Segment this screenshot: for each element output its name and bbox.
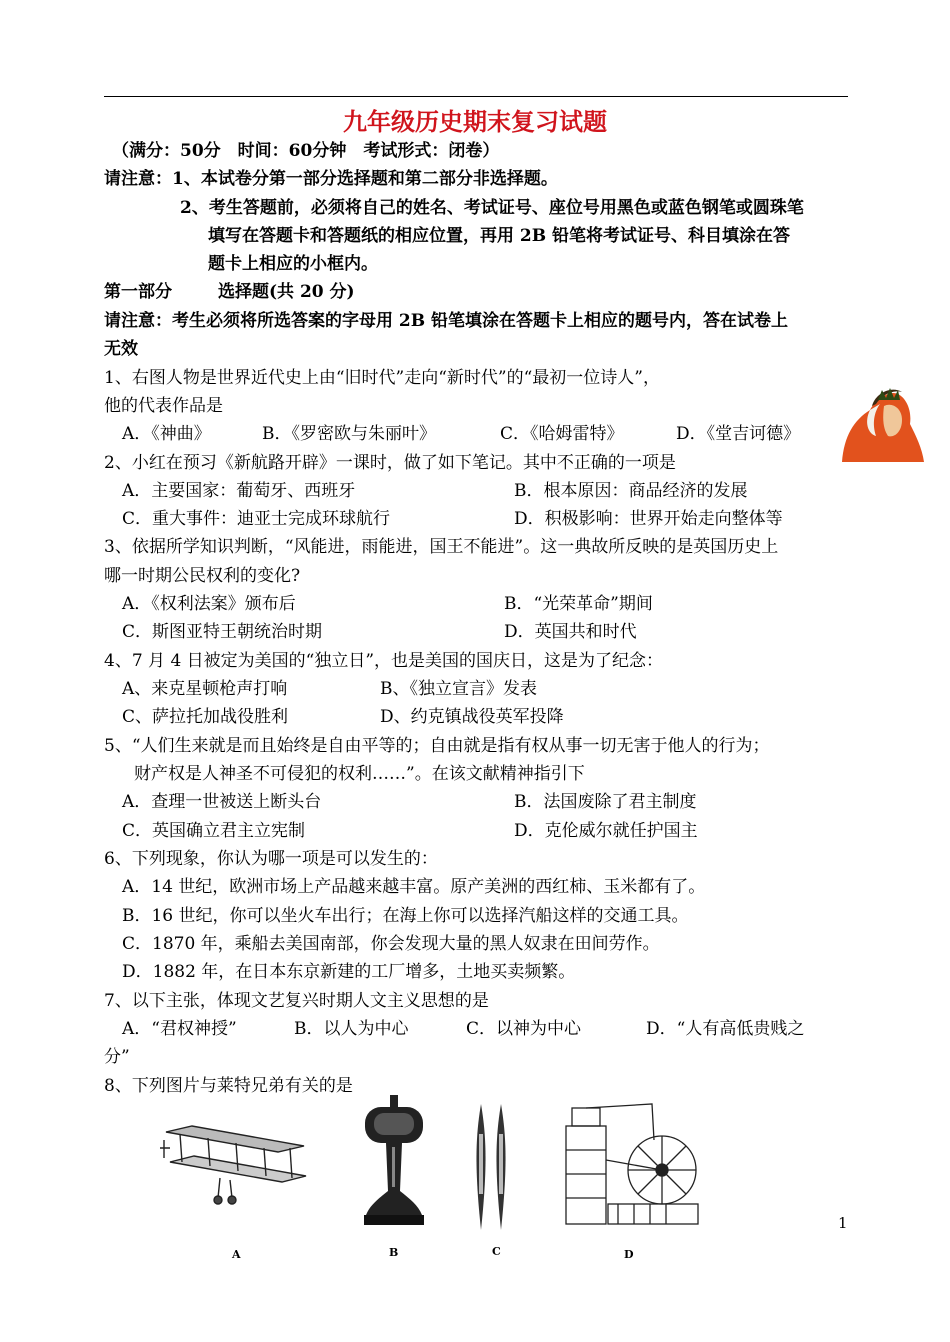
q5-option-c: C．英国确立君主立宪制	[122, 821, 306, 841]
q2-option-a: A．主要国家：葡萄牙、西班牙	[122, 481, 356, 501]
figure-a-label: A	[232, 1248, 241, 1261]
figure-b-label: B	[389, 1246, 399, 1259]
figure-c-label: C	[492, 1245, 501, 1258]
q4-stem: 4、7 月 4 日被定为美国的“独立日”，也是美国的国庆日，这是为了纪念：	[104, 651, 664, 671]
part1-notice-2: 无效	[104, 339, 138, 359]
q8-stem: 8、下列图片与莱特兄弟有关的是	[104, 1076, 353, 1096]
figure-d-label: D	[624, 1248, 634, 1261]
q5-stem-1: 5、“人们生来就是而且始终是自由平等的；自由就是指有权从事一切无害于他人的行为；	[104, 736, 770, 756]
exam-meta: （满分：50分 时间：60分钟 考试形式：闭卷）	[112, 141, 500, 161]
q2-stem: 2、小红在预习《新航路开辟》一课时，做了如下笔记。其中不正确的一项是	[104, 453, 676, 473]
q1-option-a: A．《神曲》	[122, 424, 211, 444]
q2-option-d: D．积极影响：世界开始走向整体等	[514, 509, 783, 529]
q2-option-b: B．根本原因：商品经济的发展	[514, 481, 748, 501]
header-rule	[104, 96, 848, 97]
q1-stem-2: 他的代表作品是	[104, 396, 223, 416]
q7-option-d: D．“人有高低贵贱之	[646, 1019, 805, 1039]
part1-heading-label: 第一部分	[104, 282, 172, 302]
notice-line-1: 请注意：1、本试卷分第一部分选择题和第二部分非选择题。	[104, 169, 558, 189]
figure-d-steam-engine	[562, 1100, 702, 1230]
q5-option-b: B．法国废除了君主制度	[514, 792, 697, 812]
q1-stem-1: 1、右图人物是世界近代史上由“旧时代”走向“新时代”的“最初一位诗人”，	[104, 368, 660, 388]
q4-option-a: A、来克星顿枪声打响	[122, 679, 288, 699]
q5-option-a: A．查理一世被送上断头台	[122, 792, 322, 812]
part1-heading-title: 选择题(共 20 分)	[218, 282, 355, 302]
q6-option-d: D．1882 年，在日本东京新建的工厂增多，土地买卖频繁。	[122, 962, 576, 982]
q4-option-c: C、萨拉托加战役胜利	[122, 707, 289, 727]
q7-option-c: C．以神为中心	[466, 1019, 582, 1039]
q5-option-d: D．克伦威尔就任护国主	[514, 821, 698, 841]
figure-b-device	[360, 1095, 430, 1233]
q6-stem: 6、下列现象，你认为哪一项是可以发生的：	[104, 849, 438, 869]
page-title: 九年级历史期末复习试题	[343, 108, 607, 136]
q4-option-b: B、《独立宣言》发表	[380, 679, 537, 699]
q4-option-d: D、约克镇战役英军投降	[380, 707, 564, 727]
q3-option-c: C．斯图亚特王朝统治时期	[122, 622, 323, 642]
q1-option-b: B．《罗密欧与朱丽叶》	[262, 424, 436, 444]
notice-line-2: 2、考生答题前，必须将自己的姓名、考试证号、座位号用黑色或蓝色钢笔或圆珠笔	[180, 198, 804, 218]
figure-a-airplane	[160, 1118, 310, 1208]
notice-line-3: 填写在答题卡和答题纸的相应位置，再用 2B 铅笔将考试证号、科目填涂在答	[208, 226, 791, 246]
q5-stem-2: 财产权是人神圣不可侵犯的权利……”。在该文献精神指引下	[134, 764, 585, 784]
q3-stem-1: 3、依据所学知识判断，“风能进，雨能进，国王不能进”。这一典故所反映的是英国历史上	[104, 537, 779, 557]
notice-line-4: 题卡上相应的小框内。	[208, 254, 378, 274]
q7-stem: 7、以下主张，体现文艺复兴时期人文主义思想的是	[104, 991, 489, 1011]
figure-c-shuttles	[468, 1104, 514, 1230]
q6-option-b: B．16 世纪，你可以坐火车出行；在海上你可以选择汽船这样的交通工具。	[122, 906, 689, 926]
q6-option-c: C．1870 年，乘船去美国南部，你会发现大量的黑人奴隶在田间劳作。	[122, 934, 660, 954]
q7-option-d-continued: 分”	[104, 1047, 130, 1067]
q2-option-c: C．重大事件：迪亚士完成环球航行	[122, 509, 391, 529]
q1-option-c: C．《哈姆雷特》	[500, 424, 624, 444]
dante-portrait-image	[832, 376, 924, 462]
part1-notice-1: 请注意：考生必须将所选答案的字母用 2B 铅笔填涂在答题卡上相应的题号内，答在试卷上	[104, 311, 789, 331]
q3-option-d: D．英国共和时代	[504, 622, 637, 642]
page-number: 1	[838, 1214, 848, 1232]
q7-option-a: A．“君权神授”	[122, 1019, 237, 1039]
q1-option-d: D．《堂吉诃德》	[676, 424, 801, 444]
q6-option-a: A．14 世纪，欧洲市场上产品越来越丰富。原产美洲的西红柿、玉米都有了。	[122, 877, 706, 897]
q3-option-a: A．《权利法案》颁布后	[122, 594, 296, 614]
q7-option-b: B．以人为中心	[294, 1019, 409, 1039]
q3-stem-2: 哪一时期公民权利的变化?	[104, 566, 301, 586]
q3-option-b: B．“光荣革命”期间	[504, 594, 653, 614]
